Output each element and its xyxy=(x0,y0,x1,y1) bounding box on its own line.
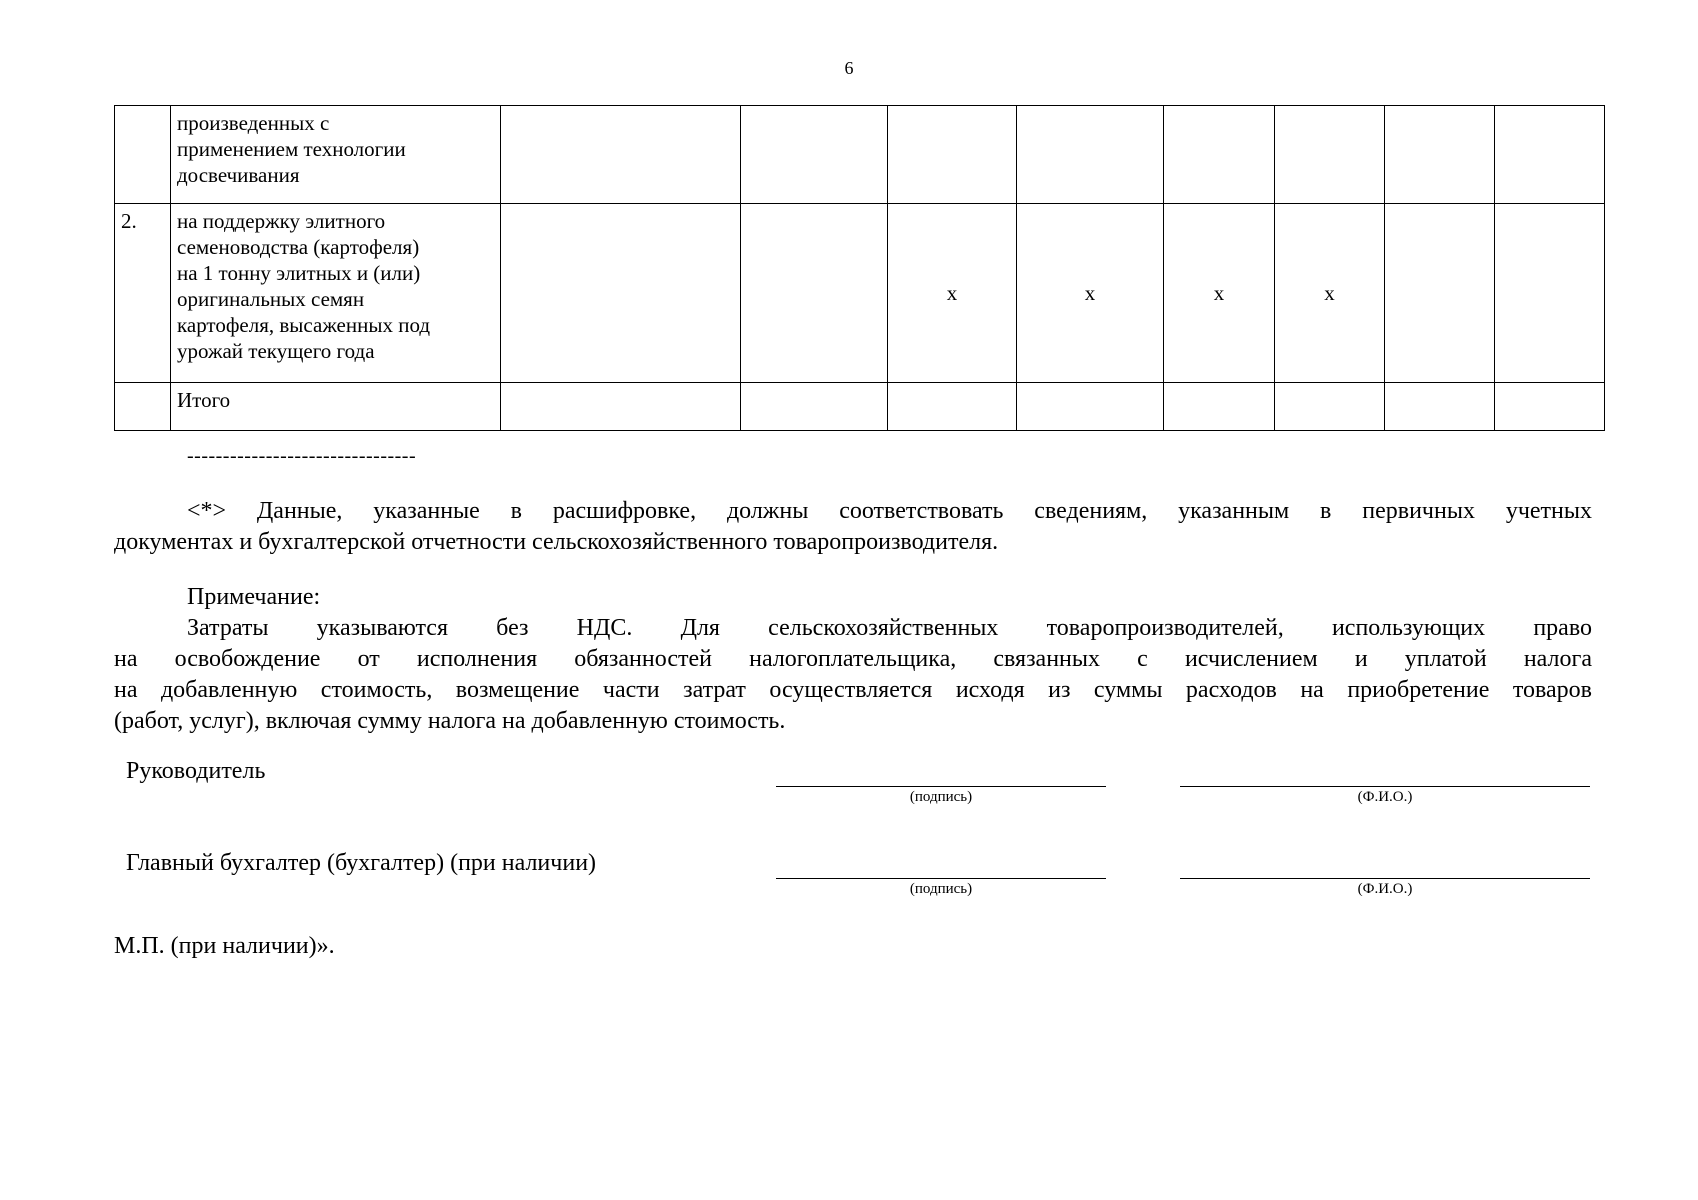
table-cell xyxy=(1385,383,1495,431)
description-line: оригинальных семян xyxy=(177,287,365,311)
signature-caption: (подпись) xyxy=(909,789,973,805)
note-heading: Примечание: xyxy=(187,584,321,610)
note-line: Затраты указываются без НДС. Для сельскохозяйственных товаропроизводителей, использующих право xyxy=(187,615,1592,641)
footnote xyxy=(114,496,1592,558)
row-number-cell xyxy=(115,106,171,204)
table-cell xyxy=(741,204,888,383)
table-cell xyxy=(1385,204,1495,383)
description-line: урожай текущего года xyxy=(177,339,375,363)
table-cell xyxy=(741,106,888,204)
table-cell xyxy=(501,106,741,204)
description-line: семеноводства (картофеля) xyxy=(177,235,420,259)
note-line: на освобождение от исполнения обязанностей налогоплательщика, связанных с исчислением и уплатой налога xyxy=(114,646,1592,672)
description-line: на поддержку элитного xyxy=(177,209,386,233)
table-cell xyxy=(1275,106,1385,204)
footnote-separator: -------------------------------- xyxy=(187,445,417,467)
row-description-cell xyxy=(171,383,501,431)
note-line: на добавленную стоимость, возмещение части затрат осуществляется исходя из суммы расходов на приобретение товаров xyxy=(114,677,1592,703)
mark-cell: x xyxy=(1017,204,1164,383)
table-row xyxy=(115,106,1605,204)
stamp-label: М.П. (при наличии)». xyxy=(114,933,335,959)
name-caption: (Ф.И.О.) xyxy=(1357,881,1413,897)
head-label: Руководитель xyxy=(126,758,266,784)
table-cell xyxy=(501,204,741,383)
data-table xyxy=(114,105,1605,431)
accountant-name-line xyxy=(1180,878,1590,879)
mark-cell: x xyxy=(1164,204,1275,383)
row-description-cell xyxy=(171,106,501,204)
description-line: досвечивания xyxy=(177,163,300,187)
row-number-cell: 2. xyxy=(115,204,171,383)
head-signature-line xyxy=(776,786,1106,787)
footnote-line: <*> Данные, указанные в расшифровке, должны соответствовать сведениям, указанным в первичных учетных xyxy=(187,498,1592,524)
mark-cell: x xyxy=(888,204,1017,383)
table-cell xyxy=(1017,106,1164,204)
table-cell xyxy=(1495,106,1605,204)
table-cell xyxy=(1495,383,1605,431)
description-line: картофеля, высаженных под xyxy=(177,313,431,337)
table-cell xyxy=(1017,383,1164,431)
description-line: применением технологии xyxy=(177,137,406,161)
table-cell xyxy=(888,106,1017,204)
table-cell xyxy=(888,383,1017,431)
description-line: на 1 тонну элитных и (или) xyxy=(177,261,421,285)
note xyxy=(114,582,1592,737)
table-cell xyxy=(1495,204,1605,383)
head-name-line xyxy=(1180,786,1590,787)
accountant-signature-line xyxy=(776,878,1106,879)
table-cell xyxy=(1164,383,1275,431)
table-row xyxy=(115,204,1605,383)
note-line: (работ, услуг), включая сумму налога на добавленную стоимость. xyxy=(114,708,786,734)
table-cell xyxy=(501,383,741,431)
footnote-line: документах и бухгалтерской отчетности сельскохозяйственного товаропроизводителя. xyxy=(114,529,999,555)
table-cell xyxy=(1164,106,1275,204)
description-line: произведенных с xyxy=(177,111,330,135)
table-cell xyxy=(741,383,888,431)
table-cell xyxy=(1275,383,1385,431)
accountant-label: Главный бухгалтер (бухгалтер) (при наличии) xyxy=(126,850,597,876)
row-number-cell xyxy=(115,383,171,431)
mark-cell: x xyxy=(1275,204,1385,383)
table-cell xyxy=(1385,106,1495,204)
name-caption: (Ф.И.О.) xyxy=(1357,789,1413,805)
page-number: 6 xyxy=(844,58,854,78)
signature-caption: (подпись) xyxy=(909,881,973,897)
total-label: Итого xyxy=(177,388,231,412)
row-description-cell xyxy=(171,204,501,383)
table-row xyxy=(115,383,1605,431)
